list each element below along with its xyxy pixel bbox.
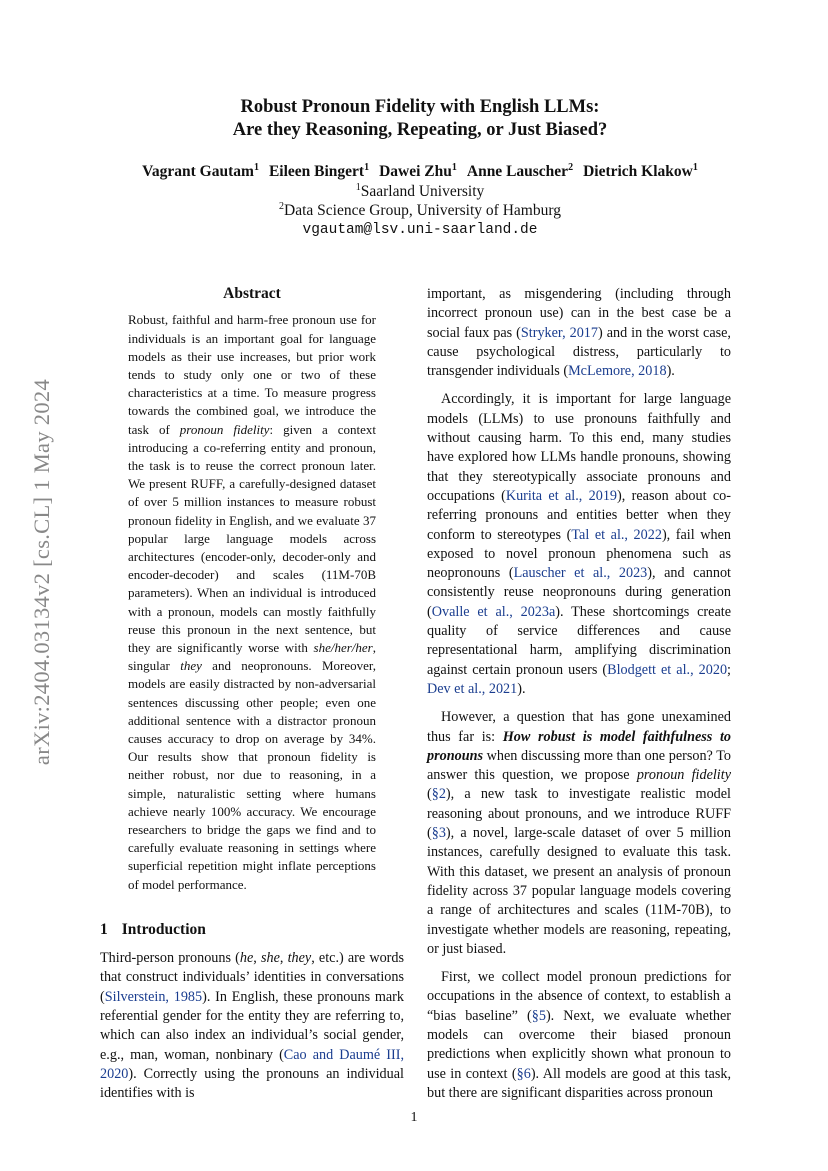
intro-paragraph: [427, 708, 731, 959]
citation-link[interactable]: Dev et al., 2021: [427, 680, 518, 697]
affiliation-name: Saarland University: [360, 183, 485, 200]
citation-link[interactable]: §2: [431, 786, 446, 803]
text-run: , singular: [128, 639, 376, 674]
affiliation-number: 1: [355, 181, 361, 193]
citation-link[interactable]: Kurita et al., 2019: [505, 487, 618, 504]
author-name: Dawei Zhu: [379, 163, 452, 180]
text-run: ), a new task to investigate realistic model reasoning about pronouns, and we introduce RUFF (: [427, 786, 731, 842]
abstract: [100, 311, 404, 894]
text-run: , etc.) are words that construct individuals’ identities in conversations (: [100, 950, 405, 1005]
text-run: Accordingly, it is important for large language models (LLMs) to use pronouns faithfully and without causing harm. To this end, many studies have explored how LLMs handle pronouns, showing that they stereotypically associate pronouns and occupations (: [427, 391, 731, 504]
text-run: Third-person pronouns (: [100, 950, 240, 967]
text-run: ), fail when exposed to novel pronoun phenomena such as neopronouns (: [427, 526, 731, 582]
author-affiliation-mark: 1: [364, 161, 370, 173]
citation-link[interactable]: Blodgett et al., 2020: [607, 661, 728, 678]
text-run: ), a novel, large-scale dataset of over 5 million instances, carefully designed to evaluate this task. With this dataset, we present an analysis of pronoun fidelity across 37 popular language models covering a range of architectures and scales (11M-70B), to investigate whether models are reasoning, repeating, or just biased.: [427, 825, 731, 957]
affiliation-list: [100, 182, 740, 220]
author: [467, 163, 573, 180]
italic-text: she: [260, 950, 280, 967]
text-run: First, we collect model pronoun predictions for occupations in the absence of context, to establish a “bias baseline” (: [427, 969, 731, 1024]
text-run: ). These shortcomings create quality of service differences and cause representational harm, amplifying discrimination against certain pronoun users (: [427, 603, 731, 678]
citation-link[interactable]: Ovalle et al., 2023a: [431, 603, 556, 620]
title-line-2: Are they Reasoning, Repeating, or Just Biased?: [232, 120, 608, 140]
author: [583, 163, 698, 180]
citation-link[interactable]: Stryker, 2017: [520, 324, 598, 341]
text-run: ,: [279, 950, 288, 967]
author: [379, 163, 457, 180]
text-run: ). Next, we evaluate whether models can overcome their biased pronoun predictions when explicitly shown what pronoun to use in context (: [427, 1007, 731, 1082]
intro-paragraph: [427, 390, 731, 699]
section-title: Introduction: [121, 920, 206, 938]
intro-paragraph: [100, 949, 404, 1103]
text-run: ), and cannot consistently reuse neopronouns during generation (: [427, 565, 731, 620]
text-run: ). Correctly using the pronouns an individual identifies with is: [100, 1065, 404, 1102]
text-run: : given a context introducing a co-referring entity and pronoun, the task is to reuse the correct pronoun later. We present RUFF, a carefully-designed dataset of over 5 million instances to measure robust pronoun fidelity in English, and we evaluate 37 popular large language models across architectures (encoder-only, decoder-only and encoder-decoder) and scales (11M-70B parameters). When an individual is introduced with a pronoun, models can mostly faithfully reuse this pronoun in the next sentence, but they are significantly worse with: [128, 421, 376, 655]
page-number: 1: [410, 1110, 418, 1125]
italic-text: they: [180, 658, 202, 674]
abstract-heading: Abstract: [223, 285, 281, 302]
citation-link[interactable]: Cao and Daumé III, 2020: [100, 1046, 404, 1082]
italic-text: she/her/her: [313, 639, 373, 655]
text-run: ).: [666, 363, 675, 380]
text-run: when discussing more than one person? To answer this question, we propose: [427, 747, 731, 784]
arxiv-stamp-text: arXiv:2404.03134v2 [cs.CL] 1 May 2024: [29, 379, 54, 766]
text-run: ,: [253, 950, 261, 967]
author-affiliation-mark: 1: [692, 161, 698, 173]
left-column: [100, 284, 404, 1103]
text-run: ). In English, these pronouns mark referential gender for the entity they are referring to, which can also index an individual’s social gender, e.g., man, woman, nonbinary (: [100, 988, 404, 1063]
citation-link[interactable]: Tal et al., 2022: [571, 526, 662, 543]
abstract-text: [128, 311, 376, 894]
affiliation-name: Data Science Group, University of Hamburg: [284, 202, 561, 219]
text-run: ), reason about co-referring pronouns and entities better when they conform to stereotypes (: [427, 487, 731, 543]
author-name: Vagrant Gautam: [142, 163, 254, 180]
author-list: [100, 162, 740, 182]
text-run: ). All models are good at this task, but there are significant disparities across pronoun: [427, 1065, 732, 1101]
author-name: Dietrich Klakow: [583, 163, 693, 180]
author: [142, 163, 259, 180]
title-line-1: Robust Pronoun Fidelity with English LLMs:: [240, 97, 600, 117]
citation-link[interactable]: §6: [516, 1065, 531, 1082]
author-affiliation-mark: 2: [568, 161, 574, 173]
text-run: ;: [727, 661, 731, 678]
italic-text: pronoun fidelity: [179, 421, 270, 437]
citation-link[interactable]: Silverstein, 1985: [104, 988, 203, 1005]
text-run: (: [427, 786, 432, 803]
text-run: important, as misgendering (including through incorrect pronoun use) can in the best case be a social faux pas (: [427, 286, 731, 341]
text-run: However, a question that has gone unexamined thus far is:: [427, 709, 731, 745]
citation-link[interactable]: McLemore, 2018: [568, 363, 667, 380]
citation-link[interactable]: §3: [431, 825, 446, 842]
intro-paragraph: [427, 285, 731, 381]
author-affiliation-mark: 1: [253, 161, 259, 173]
intro-paragraph: [427, 968, 731, 1103]
author-name: Eileen Bingert: [268, 163, 365, 180]
section-heading-introduction: [100, 920, 404, 939]
arxiv-stamp: [22, 300, 62, 845]
affiliation: [100, 201, 740, 220]
author-affiliation-mark: 1: [451, 161, 457, 173]
affiliation: [100, 182, 740, 201]
italic-text: pronoun fidelity: [636, 767, 731, 784]
author-name: Anne Lauscher: [466, 163, 569, 180]
right-column: [427, 285, 731, 1103]
italic-text: they: [287, 950, 312, 967]
paper-title: [100, 96, 740, 142]
text-run: ).: [517, 680, 526, 697]
citation-link[interactable]: §5: [531, 1007, 546, 1024]
author: [269, 163, 369, 180]
citation-link[interactable]: Lauscher et al., 2023: [513, 565, 648, 582]
bold-italic-text: How robust is model faithfulness to pronouns: [427, 728, 731, 764]
text-run: and neopronouns. Moreover, models are easily distracted by non-adversarial sentences discussing other people; even one additional sentence with a distractor pronoun causes accuracy to drop on average by 34%. Our results show that pronoun fidelity is neither robust, nor due to reasoning, in a simple, naturalistic setting where humans achieve nearly 100% accuracy. We encourage researchers to bridge the gaps we find and to carefully evaluate reasoning in settings where superficial repetition might inflate perceptions of model performance.: [128, 658, 376, 892]
title-block: [100, 96, 740, 240]
text-run: Robust, faithful and harm-free pronoun use for individuals is an important goal for language models as their use increases, but prior work tends to study only one or two of these characteristics at a time. To measure progress towards the combined goal, we introduce the task of: [128, 312, 376, 437]
italic-text: he: [239, 950, 254, 967]
affiliation-number: 2: [279, 200, 285, 212]
author-email: vgautam@lsv.uni-saarland.de: [302, 222, 538, 238]
text-run: ) and in the worst case, cause psychological distress, particularly to transgender individuals (: [427, 324, 731, 380]
section-number: 1: [100, 920, 108, 938]
